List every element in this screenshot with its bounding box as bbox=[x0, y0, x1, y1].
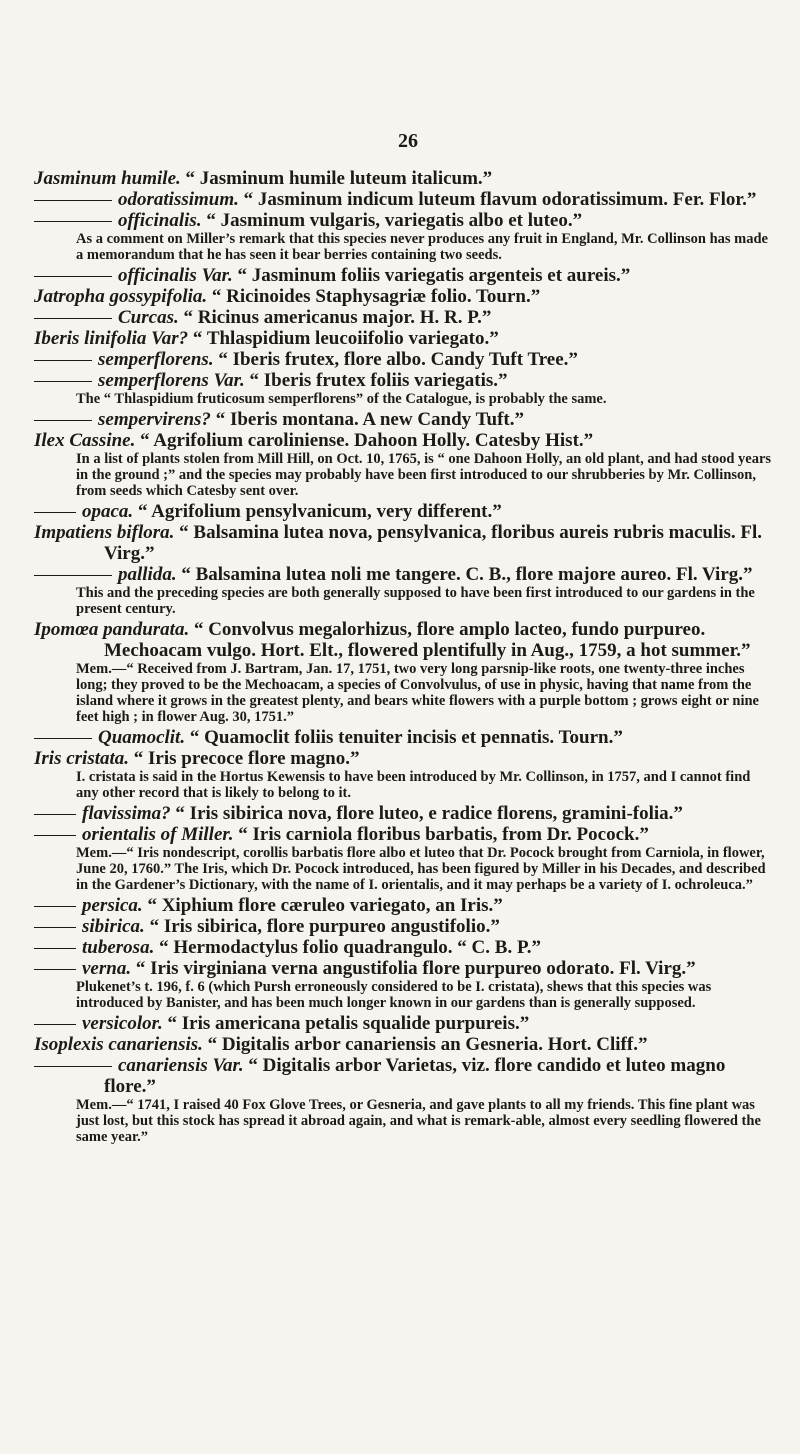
ditto-dash bbox=[34, 276, 112, 277]
species-entry bbox=[34, 619, 774, 661]
species-description: “ Iris sibirica nova, flore luteo, e radice florens, gramini-folia.” bbox=[175, 803, 683, 824]
note-paragraph: Mem.—“ Iris nondescript, corollis barbatis flore albo et luteo that Dr. Pocock brought from Carniola, in flower, June 20, 1760.” The Iris, which Dr. Pocock introduced, has been figured by Miller in his Decades, and described in the Gardener’s Dictionary, with the name of I. orientalis, and it may perhaps be a variety of I. ochroleuca.” bbox=[76, 845, 766, 893]
species-description: “ Balsamina lutea nova, pensylvanica, floribus aureis rubris maculis. Fl. Virg.” bbox=[104, 522, 763, 564]
species-entry bbox=[34, 168, 774, 189]
species-description: “ Hermodactylus folio quadrangulo. “ C. B. P.” bbox=[159, 937, 542, 958]
ditto-dash bbox=[34, 1024, 76, 1025]
species-name: Impatiens biflora. bbox=[34, 522, 175, 543]
species-name: canariensis Var. bbox=[118, 1055, 244, 1076]
note-paragraph: The “ Thlaspidium fruticosum semperflorens” of the Catalogue, is probably the same. bbox=[76, 391, 607, 407]
species-name: Quamoclit. bbox=[98, 727, 186, 748]
species-description: “ Ricinus americanus major. H. R. P.” bbox=[183, 307, 492, 328]
species-description: “ Iris virginiana verna angustifolia flore purpureo odorato. Fl. Virg.” bbox=[135, 958, 696, 979]
note-paragraph: I. cristata is said in the Hortus Kewensis to have been introduced by Mr. Collinson, in 1757, and I cannot find any other record that is likely to belong to it. bbox=[76, 769, 751, 801]
species-name: Jatropha gossypifolia. bbox=[34, 286, 208, 307]
ditto-dash bbox=[34, 360, 92, 361]
species-description: “ Xiphium flore cæruleo variegato, an Iris.” bbox=[147, 895, 503, 916]
note-paragraph: In a list of plants stolen from Mill Hill, on Oct. 10, 1765, is “ one Dahoon Holly, an old plant, and had stood years in the ground ;” and the species may probably have been first introduced to our shrubberies by Mr. Collinson, from seeds which Catesby sent over. bbox=[76, 451, 772, 499]
species-name: sibirica. bbox=[82, 916, 145, 937]
ditto-dash bbox=[34, 927, 76, 928]
ditto-dash bbox=[34, 814, 76, 815]
species-description: “ Iris americana petalis squalide purpureis.” bbox=[167, 1013, 530, 1034]
species-name: Curcas. bbox=[118, 307, 179, 328]
species-entry bbox=[34, 824, 774, 845]
species-entry bbox=[34, 1013, 774, 1034]
species-name: officinalis Var. bbox=[118, 265, 233, 286]
ditto-dash bbox=[34, 420, 92, 421]
page-text bbox=[34, 168, 774, 1147]
species-entry bbox=[34, 937, 774, 958]
species-entry bbox=[34, 522, 774, 564]
species-entry bbox=[34, 370, 774, 391]
species-description: “ Iris sibirica, flore purpureo angustifolio.” bbox=[149, 916, 500, 937]
species-entry bbox=[34, 286, 774, 307]
species-entry bbox=[34, 189, 774, 210]
species-name: opaca. bbox=[82, 501, 134, 522]
note-paragraph: Plukenet’s t. 196, f. 6 (which Pursh erroneously considered to be I. cristata), shews that this species was introduced by Banister, and has been much longer known in our gardens than is generally supposed. bbox=[76, 979, 712, 1011]
species-entry bbox=[34, 748, 774, 769]
ditto-dash bbox=[34, 738, 92, 739]
species-entry bbox=[34, 409, 774, 430]
species-entry bbox=[34, 307, 774, 328]
species-entry bbox=[34, 349, 774, 370]
ditto-dash bbox=[34, 318, 112, 319]
page-number: 26 bbox=[398, 130, 418, 152]
species-description: “ Thlaspidium leucoiifolio variegato.” bbox=[192, 328, 499, 349]
species-name: Ilex Cassine. bbox=[34, 430, 136, 451]
species-entry bbox=[34, 727, 774, 748]
ditto-dash bbox=[34, 221, 112, 222]
species-entry bbox=[34, 328, 774, 349]
species-name: semperflorens Var. bbox=[98, 370, 245, 391]
species-entry bbox=[34, 564, 774, 585]
species-name: pallida. bbox=[118, 564, 177, 585]
ditto-dash bbox=[34, 381, 92, 382]
species-entry bbox=[34, 803, 774, 824]
species-description: “ Balsamina lutea noli me tangere. C. B., flore majore aureo. Fl. Virg.” bbox=[181, 564, 753, 585]
species-description: “ Jasminum indicum luteum flavum odoratissimum. Fer. Flor.” bbox=[243, 189, 757, 210]
species-entry bbox=[34, 501, 774, 522]
species-description: “ Jasminum foliis variegatis argenteis et aureis.” bbox=[237, 265, 631, 286]
species-description: “ Iberis frutex foliis variegatis.” bbox=[249, 370, 508, 391]
species-name: Jasminum humile. bbox=[34, 168, 181, 189]
ditto-dash bbox=[34, 575, 112, 576]
ditto-dash bbox=[34, 969, 76, 970]
ditto-dash bbox=[34, 948, 76, 949]
species-entry bbox=[34, 265, 774, 286]
species-description: “ Agrifolium caroliniense. Dahoon Holly. Catesby Hist.” bbox=[140, 430, 594, 451]
species-name: sempervirens? bbox=[98, 409, 211, 430]
species-description: “ Iberis montana. A new Candy Tuft.” bbox=[215, 409, 524, 430]
ditto-dash bbox=[34, 512, 76, 513]
species-description: “ Iris precoce flore magno.” bbox=[133, 748, 360, 769]
note-paragraph: Mem.—“ 1741, I raised 40 Fox Glove Trees, or Gesneria, and gave plants to all my friends. This fine plant was just lost, but this stock has spread it abroad again, and what is remark-able, almost every seedling flowered the same year.” bbox=[76, 1097, 761, 1145]
species-name: versicolor. bbox=[82, 1013, 163, 1034]
species-description: “ Iberis frutex, flore albo. Candy Tuft Tree.” bbox=[218, 349, 578, 370]
species-description: “ Jasminum humile luteum italicum.” bbox=[185, 168, 493, 189]
species-entry bbox=[34, 210, 774, 231]
species-name: verna. bbox=[82, 958, 132, 979]
species-name: semperflorens. bbox=[98, 349, 214, 370]
ditto-dash bbox=[34, 200, 112, 201]
note-paragraph: This and the preceding species are both generally supposed to have been first introduced to our gardens in the present century. bbox=[76, 585, 755, 617]
species-description: “ Ricinoides Staphysagriæ folio. Tourn.” bbox=[211, 286, 541, 307]
species-entry bbox=[34, 1055, 774, 1097]
species-name: odoratissimum. bbox=[118, 189, 239, 210]
species-name: Ipomœa pandurata. bbox=[34, 619, 190, 640]
species-description: “ Digitalis arbor Varietas, viz. flore candido et luteo magno flore.” bbox=[104, 1055, 726, 1097]
species-name: officinalis. bbox=[118, 210, 202, 231]
species-name: Iberis linifolia Var? bbox=[34, 328, 189, 349]
species-description: “ Digitalis arbor canariensis an Gesneria. Hort. Cliff.” bbox=[207, 1034, 648, 1055]
species-name: Iris cristata. bbox=[34, 748, 130, 769]
species-entry bbox=[34, 895, 774, 916]
species-description: “ Quamoclit foliis tenuiter incisis et pennatis. Tourn.” bbox=[189, 727, 623, 748]
ditto-dash bbox=[34, 835, 76, 836]
species-entry bbox=[34, 958, 774, 979]
species-description: “ Agrifolium pensylvanicum, very different.” bbox=[137, 501, 502, 522]
species-name: persica. bbox=[82, 895, 143, 916]
species-description: “ Iris carniola floribus barbatis, from Dr. Pocock.” bbox=[238, 824, 649, 845]
ditto-dash bbox=[34, 906, 76, 907]
species-entry bbox=[34, 916, 774, 937]
note-paragraph: Mem.—“ Received from J. Bartram, Jan. 17, 1751, two very long parsnip-like roots, one twenty-three inches long; they proved to be the Mechoacam, a species of Convolvulus, of use in physic, having that name from the island where it grows in the greatest plenty, and bears white flowers with a purple bottom ; grows eight or nine feet high ; in flower Aug. 30, 1751.” bbox=[76, 661, 759, 725]
species-name: flavissima? bbox=[82, 803, 171, 824]
species-name: tuberosa. bbox=[82, 937, 155, 958]
species-description: “ Jasminum vulgaris, variegatis albo et luteo.” bbox=[206, 210, 583, 231]
ditto-dash bbox=[34, 1066, 112, 1067]
species-entry bbox=[34, 1034, 774, 1055]
species-name: orientalis of Miller. bbox=[82, 824, 234, 845]
species-entry bbox=[34, 430, 774, 451]
note-paragraph: As a comment on Miller’s remark that this species never produces any fruit in England, Mr. Collinson has made a memorandum that he has seen it bear berries containing two seeds. bbox=[76, 231, 768, 263]
species-description: “ Convolvus megalorhizus, flore amplo lacteo, fundo purpureo. Mechoacam vulgo. Hort. Elt., flowered plentifully in Aug., 1759, a hot summer.” bbox=[104, 619, 751, 661]
species-name: Isoplexis canariensis. bbox=[34, 1034, 203, 1055]
